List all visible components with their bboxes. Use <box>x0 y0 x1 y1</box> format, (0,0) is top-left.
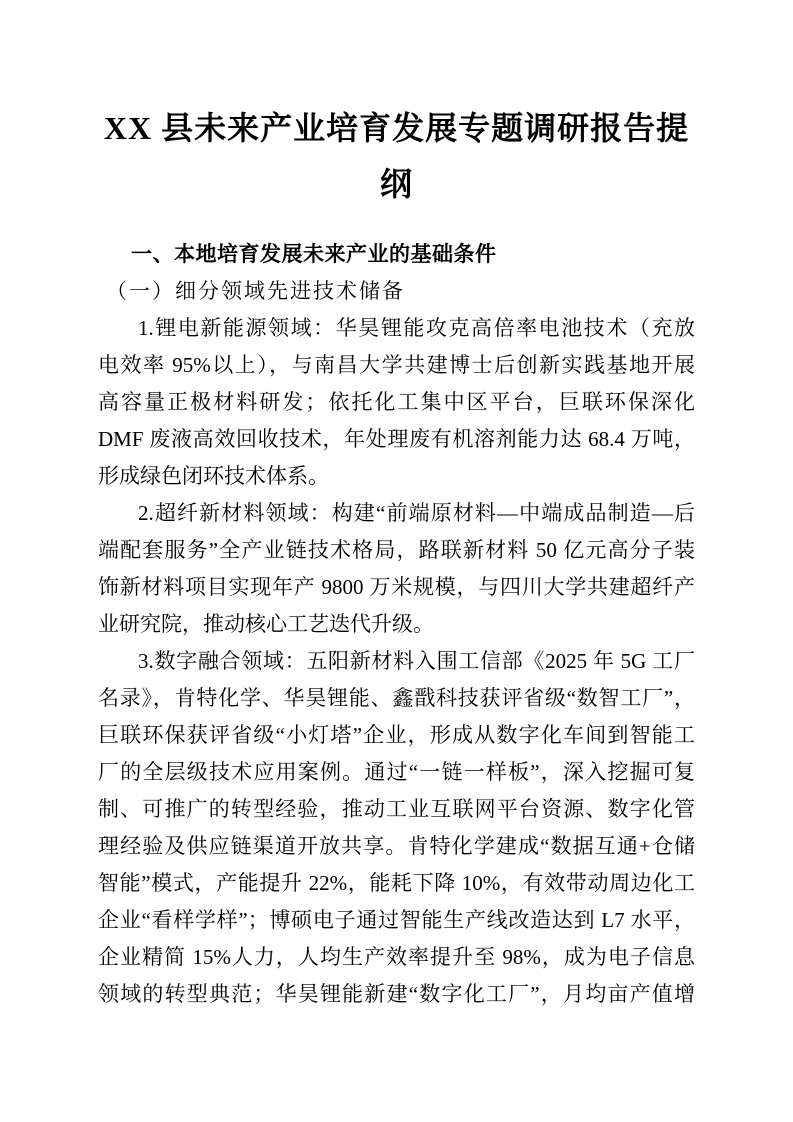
section-heading: 一、本地培育发展未来产业的基础条件 <box>131 243 497 266</box>
text-line: 3.数字融合领域：五阳新材料入围工信部《2025 年 5G 工厂 <box>138 649 695 673</box>
title-line: XX 县未来产业培育发展专题调研报告提 <box>103 110 690 146</box>
paragraph <box>98 310 695 495</box>
text-line: 名录》，肯特化学、华昊锂能、鑫戬科技获评省级“数智工厂”， <box>98 686 695 710</box>
subsection-heading: （一）细分领域先进技术储备 <box>106 279 405 303</box>
text-line: 领域的转型典范；华昊锂能新建“数字化工厂”，月均亩产值增 <box>98 982 695 1006</box>
paragraph <box>98 495 695 643</box>
text-line: 智能”模式，产能提升 22%，能耗下降 10%，有效带动周边化工 <box>98 871 695 895</box>
title-line: 纲 <box>379 166 413 202</box>
text-line: 制、可推广的转型经验，推动工业互联网平台资源、数字化管 <box>98 797 695 821</box>
text-line: 形成绿色闭环技术体系。 <box>98 464 329 488</box>
text-line: 理经验及供应链渠道开放共享。肯特化学建成“数据互通+仓储 <box>98 834 695 858</box>
text-line: 企业“看样学样”；博硕电子通过智能生产线改造达到 L7 水平， <box>98 908 695 932</box>
document-title <box>98 100 695 212</box>
text-line: DMF 废液高效回收技术，年处理废有机溶剂能力达 68.4 万吨， <box>98 427 695 451</box>
text-line: 电效率 95%以上），与南昌大学共建博士后创新实践基地开展 <box>98 353 695 377</box>
text-line: 业研究院，推动核心工艺迭代升级。 <box>98 612 434 636</box>
text-line: 1.锂电新能源领域：华昊锂能攻克高倍率电池技术（充放 <box>138 316 695 340</box>
text-line: 厂的全层级技术应用案例。通过“一链一样板”，深入挖掘可复 <box>98 760 695 784</box>
text-line: 高容量正极材料研发；依托化工集中区平台，巨联环保深化 <box>98 390 695 414</box>
text-line: 企业精简 15%人力，人均生产效率提升至 98%，成为电子信息 <box>98 945 695 969</box>
text-line: 端配套服务”全产业链技术格局，路联新材料 50 亿元高分子装 <box>98 538 695 562</box>
text-line: 巨联环保获评省级“小灯塔”企业，形成从数字化车间到智能工 <box>98 723 695 747</box>
paragraph <box>98 643 695 1013</box>
text-line: 2.超纤新材料领域：构建“前端原材料—中端成品制造—后 <box>138 501 695 525</box>
document-body <box>98 310 695 1013</box>
text-line: 饰新材料项目实现年产 9800 万米规模，与四川大学共建超纤产 <box>98 575 695 599</box>
